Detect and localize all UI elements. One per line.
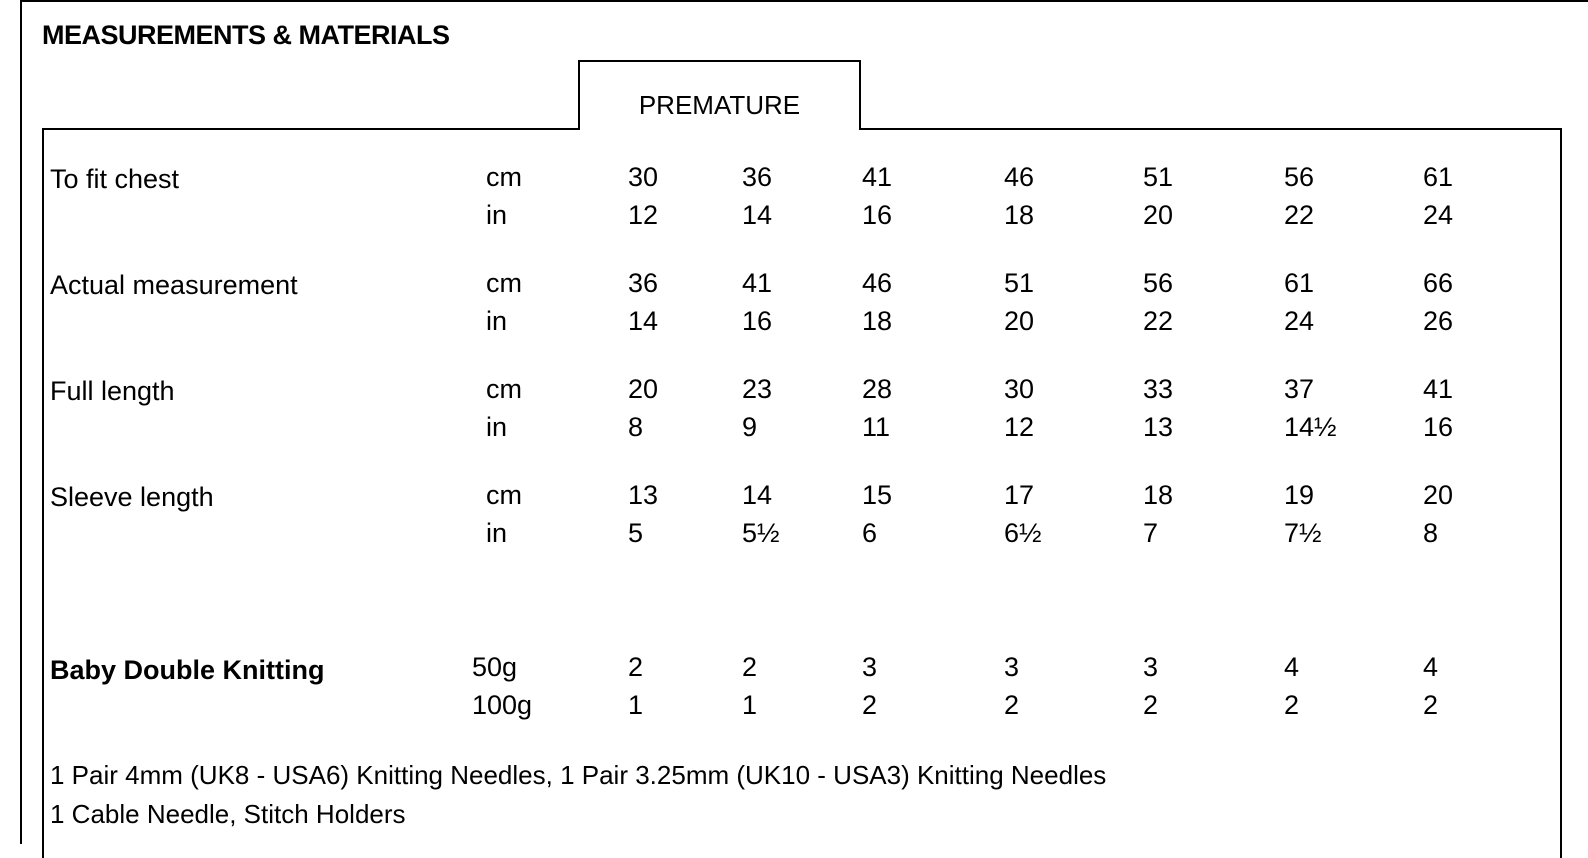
size-value: 12 [628, 200, 659, 230]
size-value: 2 [1143, 690, 1159, 720]
size-value: 56 [1143, 268, 1174, 298]
size-value: 16 [1423, 412, 1454, 442]
size-value: 3 [1004, 652, 1020, 682]
accessories-note: 1 Cable Needle, Stitch Holders [50, 799, 406, 829]
size-value: 30 [628, 162, 659, 192]
size-value: 4 [1284, 652, 1300, 682]
size-value: 7½ [1284, 518, 1322, 548]
size-value: 41 [1423, 374, 1454, 404]
size-value: 13 [1143, 412, 1174, 442]
tab-join [580, 127, 859, 131]
unit-label: in [486, 412, 508, 442]
unit-label: cm [486, 268, 522, 298]
size-value: 18 [862, 306, 893, 336]
unit-label: cm [486, 374, 522, 404]
size-value: 1 [742, 690, 758, 720]
size-value: 5½ [742, 518, 780, 548]
size-value: 2 [1004, 690, 1020, 720]
size-value: 26 [1423, 306, 1454, 336]
size-value: 6½ [1004, 518, 1042, 548]
unit-label: 50g [472, 652, 518, 682]
size-value: 61 [1423, 162, 1454, 192]
size-value: 8 [1423, 518, 1439, 548]
unit-label: cm [486, 480, 522, 510]
size-value: 3 [1143, 652, 1159, 682]
size-value: 46 [862, 268, 893, 298]
size-value: 61 [1284, 268, 1315, 298]
unit-label: in [486, 306, 508, 336]
size-value: 36 [742, 162, 773, 192]
size-value: 14½ [1284, 412, 1337, 442]
size-value: 2 [628, 652, 644, 682]
size-value: 6 [862, 518, 878, 548]
size-value: 41 [742, 268, 773, 298]
size-value: 13 [628, 480, 659, 510]
size-value: 2 [862, 690, 878, 720]
size-value: 4 [1423, 652, 1439, 682]
size-value: 2 [1284, 690, 1300, 720]
size-value: 7 [1143, 518, 1159, 548]
unit-label: cm [486, 162, 522, 192]
size-value: 16 [862, 200, 893, 230]
size-value: 12 [1004, 412, 1035, 442]
page-title: MEASUREMENTS & MATERIALS [42, 20, 450, 50]
size-value: 1 [628, 690, 644, 720]
size-value: 8 [628, 412, 644, 442]
row-label: Baby Double Knitting [50, 655, 325, 685]
unit-label: 100g [472, 690, 533, 720]
size-value: 20 [1004, 306, 1035, 336]
unit-label: in [486, 200, 508, 230]
size-value: 16 [742, 306, 773, 336]
size-value: 11 [862, 412, 891, 442]
size-value: 46 [1004, 162, 1035, 192]
size-value: 14 [742, 480, 773, 510]
size-value: 51 [1004, 268, 1035, 298]
size-value: 3 [862, 652, 878, 682]
size-value: 24 [1423, 200, 1454, 230]
size-value: 23 [742, 374, 773, 404]
size-value: 24 [1284, 306, 1315, 336]
top-border [20, 0, 1588, 2]
premature-tab [578, 60, 861, 130]
size-value: 36 [628, 268, 659, 298]
size-value: 66 [1423, 268, 1454, 298]
row-label: Actual measurement [50, 270, 298, 300]
size-value: 14 [742, 200, 773, 230]
size-value: 17 [1004, 480, 1035, 510]
row-label: Sleeve length [50, 482, 214, 512]
size-value: 20 [628, 374, 659, 404]
size-value: 9 [742, 412, 758, 442]
left-border [20, 0, 22, 844]
size-value: 51 [1143, 162, 1174, 192]
size-value: 20 [1423, 480, 1454, 510]
unit-label: in [486, 518, 508, 548]
size-value: 22 [1284, 200, 1315, 230]
size-value: 41 [862, 162, 893, 192]
size-value: 15 [862, 480, 893, 510]
size-value: 5 [628, 518, 644, 548]
premature-tab-label: PREMATURE [638, 90, 801, 120]
size-value: 2 [1423, 690, 1439, 720]
needles-note: 1 Pair 4mm (UK8 - USA6) Knitting Needles, 1 Pair 3.25mm (UK10 - USA3) Knitting Needles [50, 760, 1107, 790]
size-value: 22 [1143, 306, 1174, 336]
size-value: 28 [862, 374, 893, 404]
size-value: 20 [1143, 200, 1174, 230]
row-label: Full length [50, 376, 175, 406]
size-value: 30 [1004, 374, 1035, 404]
row-label: To fit chest [50, 164, 180, 194]
size-value: 14 [628, 306, 659, 336]
measurements-table [42, 128, 1562, 858]
size-value: 37 [1284, 374, 1315, 404]
size-value: 33 [1143, 374, 1174, 404]
size-value: 56 [1284, 162, 1315, 192]
size-value: 19 [1284, 480, 1315, 510]
size-value: 18 [1004, 200, 1035, 230]
size-value: 2 [742, 652, 758, 682]
size-value: 18 [1143, 480, 1174, 510]
